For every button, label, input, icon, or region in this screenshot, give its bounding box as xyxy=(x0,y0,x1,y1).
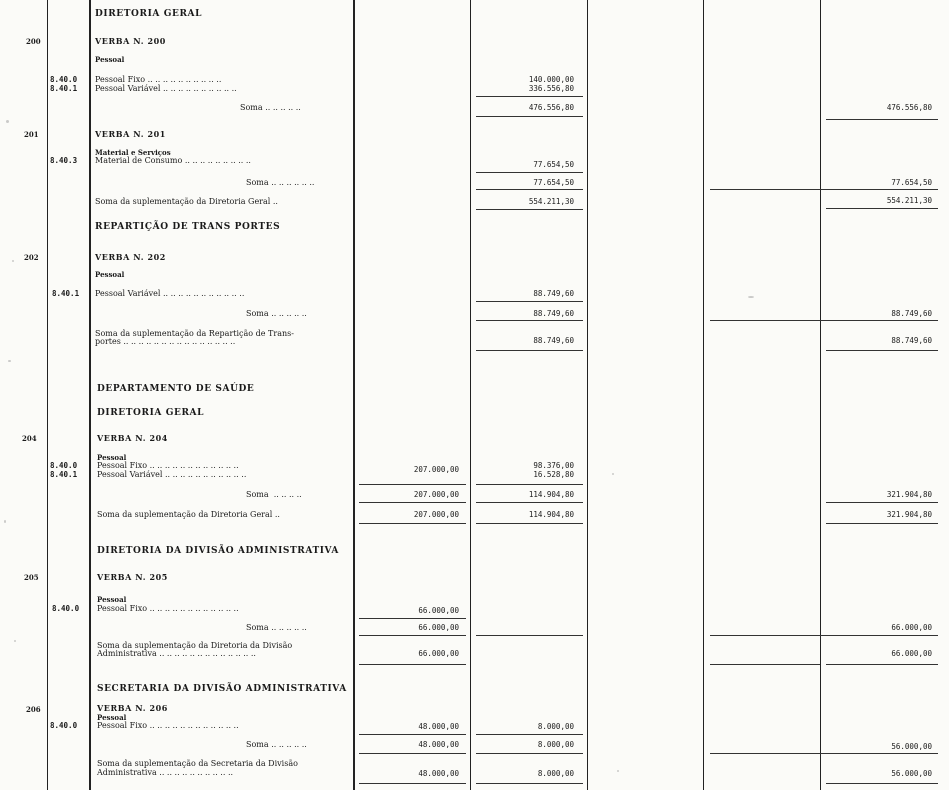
verba-subtitle: Pessoal xyxy=(97,713,127,722)
line-code: 8.40.1 xyxy=(52,289,80,298)
column-rule xyxy=(587,0,588,790)
amount-cell: 66.000,00 xyxy=(418,623,459,632)
section-heading: REPARTIÇÃO DE TRANS PORTES xyxy=(95,222,281,232)
line-code: 8.40.0 xyxy=(50,75,78,84)
total-rule xyxy=(359,734,466,735)
verba-title: VERBA N. 202 xyxy=(95,252,166,262)
line-label: Pessoal Variável .. .. .. .. .. .. .. .. .. .. .. xyxy=(95,289,245,298)
total-rule xyxy=(476,783,583,784)
total-cell: 321.904,80 xyxy=(886,510,932,519)
supl-label: Administrativa .. .. .. .. .. .. .. .. .. .. .. .. .. xyxy=(97,649,256,658)
total-cell: 56.000,00 xyxy=(891,769,932,778)
amount-cell: 8.000,00 xyxy=(537,740,574,749)
amount-cell: 77.654,50 xyxy=(533,160,574,169)
soma-label: Soma .. .. .. .. xyxy=(246,490,302,499)
total-rule xyxy=(476,209,583,210)
line-code: 8.40.1 xyxy=(50,84,78,93)
column-rule xyxy=(89,0,91,790)
verba-title: VERBA N. 204 xyxy=(97,433,168,443)
soma-label: Soma .. .. .. .. .. xyxy=(246,740,307,749)
total-cell: 88.749,60 xyxy=(891,309,932,318)
total-cell: 66.000,00 xyxy=(891,649,932,658)
total-rule xyxy=(826,350,938,351)
supl-label: portes .. .. .. .. .. .. .. .. .. .. .. .. .. .. .. xyxy=(95,337,236,346)
total-rule xyxy=(826,783,938,784)
scan-speck xyxy=(748,296,754,298)
total-rule xyxy=(476,635,583,636)
total-rule xyxy=(359,664,466,665)
amount-cell: 207.000,00 xyxy=(413,510,459,519)
column-rule xyxy=(47,0,48,790)
total-rule xyxy=(710,320,938,321)
total-rule xyxy=(826,119,938,120)
column-rule xyxy=(820,0,821,790)
amount-cell: 48.000,00 xyxy=(418,740,459,749)
amount-cell: 16.528,80 xyxy=(533,470,574,479)
total-rule xyxy=(359,484,466,485)
total-rule xyxy=(476,502,583,503)
amount-cell: 48.000,00 xyxy=(418,769,459,778)
column-rule xyxy=(470,0,471,790)
amount-cell: 114.904,80 xyxy=(528,490,574,499)
amount-cell: 77.654,50 xyxy=(533,178,574,187)
amount-cell: 336.556,80 xyxy=(528,84,574,93)
amount-cell: 8.000,00 xyxy=(537,769,574,778)
line-label: Material de Consumo .. .. .. .. .. .. .. .. .. xyxy=(95,156,251,165)
line-code: 8.40.0 xyxy=(52,604,80,613)
amount-cell: 8.000,00 xyxy=(537,722,574,731)
amount-cell: 88.749,60 xyxy=(533,336,574,345)
amount-cell: 114.904,80 xyxy=(528,510,574,519)
section-subheading: DIRETORIA GERAL xyxy=(97,408,205,418)
total-cell: 66.000,00 xyxy=(891,623,932,632)
total-rule xyxy=(359,753,466,754)
total-rule xyxy=(476,484,583,485)
line-code: 8.40.0 xyxy=(50,721,78,730)
total-cell: 554.211,30 xyxy=(886,196,932,205)
verba-code: 202 xyxy=(24,253,39,262)
section-heading: DIRETORIA DA DIVISÃO ADMINISTRATIVA xyxy=(97,546,340,556)
total-rule xyxy=(710,753,938,754)
verba-subtitle: Pessoal xyxy=(97,453,127,462)
soma-label: Soma .. .. .. .. .. xyxy=(246,623,307,632)
total-rule xyxy=(476,189,583,190)
verba-title: VERBA N. 206 xyxy=(97,703,168,713)
scan-speck xyxy=(14,640,16,642)
total-rule xyxy=(826,664,938,665)
supl-label: Soma da suplementação da Secretaria da Divisão xyxy=(97,759,298,768)
supl-label: Soma da suplementação da Repartição de Trans- xyxy=(95,329,294,338)
amount-cell: 66.000,00 xyxy=(418,606,459,615)
soma-label: Soma .. .. .. .. .. xyxy=(240,103,301,112)
total-rule xyxy=(476,753,583,754)
scan-speck xyxy=(8,360,11,362)
line-label: Pessoal Variável .. .. .. .. .. .. .. .. .. .. xyxy=(95,84,237,93)
verba-title: VERBA N. 201 xyxy=(95,129,166,139)
verba-code: 205 xyxy=(24,573,39,582)
total-rule xyxy=(826,208,938,209)
verba-code: 201 xyxy=(24,130,39,139)
scan-speck xyxy=(612,473,614,475)
total-rule xyxy=(359,523,466,524)
total-rule xyxy=(476,350,583,351)
line-code: 8.40.3 xyxy=(50,156,78,165)
total-rule xyxy=(359,635,466,636)
verba-subtitle: Pessoal xyxy=(97,595,127,604)
line-code: 8.40.1 xyxy=(50,470,78,479)
total-rule xyxy=(476,320,583,321)
total-rule xyxy=(710,635,938,636)
total-rule xyxy=(710,664,820,665)
line-label: Pessoal Variável .. .. .. .. .. .. .. .. .. .. .. xyxy=(97,470,247,479)
line-label: Pessoal Fixo .. .. .. .. .. .. .. .. .. .. .. .. xyxy=(97,721,239,730)
line-label: Pessoal Fixo .. .. .. .. .. .. .. .. .. .. .. .. xyxy=(97,604,239,613)
scan-speck xyxy=(12,260,14,262)
total-rule xyxy=(476,116,583,117)
scan-speck xyxy=(4,520,6,523)
total-rule xyxy=(359,502,466,503)
total-rule xyxy=(476,96,583,97)
verba-code: 200 xyxy=(26,37,41,46)
amount-cell: 48.000,00 xyxy=(418,722,459,731)
line-label: Pessoal Fixo .. .. .. .. .. .. .. .. .. .. xyxy=(95,75,222,84)
line-code: 8.40.0 xyxy=(50,461,78,470)
scan-speck xyxy=(6,120,9,123)
amount-cell: 207.000,00 xyxy=(413,465,459,474)
section-heading: DEPARTAMENTO DE SAÚDE xyxy=(97,384,255,394)
amount-cell: 207.000,00 xyxy=(413,490,459,499)
verba-title: VERBA N. 205 xyxy=(97,572,168,582)
amount-cell: 88.749,60 xyxy=(533,309,574,318)
total-rule xyxy=(826,523,938,524)
amount-cell: 88.749,60 xyxy=(533,289,574,298)
section-heading: SECRETARIA DA DIVISÃO ADMINISTRATIVA xyxy=(97,684,347,694)
supl-label: Soma da suplementação da Diretoria Geral .. xyxy=(97,510,280,519)
supl-label: Soma da suplementação da Diretoria Geral .. xyxy=(95,197,278,206)
column-rule xyxy=(703,0,704,790)
amount-cell: 476.556,80 xyxy=(528,103,574,112)
total-rule xyxy=(359,783,466,784)
amount-cell: 66.000,00 xyxy=(418,649,459,658)
amount-cell: 554.211,30 xyxy=(528,197,574,206)
total-rule xyxy=(476,523,583,524)
verba-code: 206 xyxy=(26,705,41,714)
total-cell: 77.654,50 xyxy=(891,178,932,187)
supl-label: Administrativa .. .. .. .. .. .. .. .. .. .. xyxy=(97,768,234,777)
amount-cell: 98.376,00 xyxy=(533,461,574,470)
total-cell: 56.000,00 xyxy=(891,742,932,751)
soma-label: Soma .. .. .. .. .. .. xyxy=(246,178,315,187)
column-rule xyxy=(353,0,355,790)
total-cell: 476.556,80 xyxy=(886,103,932,112)
total-cell: 88.749,60 xyxy=(891,336,932,345)
soma-label: Soma .. .. .. .. .. xyxy=(246,309,307,318)
scan-speck xyxy=(617,770,619,772)
total-rule xyxy=(826,502,938,503)
supl-label: Soma da suplementação da Diretoria da Divisão xyxy=(97,641,293,650)
total-rule xyxy=(476,301,583,302)
section-heading: DIRETORIA GERAL xyxy=(95,9,203,19)
verba-title: VERBA N. 200 xyxy=(95,36,166,46)
amount-cell: 140.000,00 xyxy=(528,75,574,84)
verba-code: 204 xyxy=(22,434,37,443)
line-label: Pessoal Fixo .. .. .. .. .. .. .. .. .. .. .. .. xyxy=(97,461,239,470)
verba-subtitle: Pessoal xyxy=(95,270,125,279)
total-cell: 321.904,80 xyxy=(886,490,932,499)
verba-subtitle: Pessoal xyxy=(95,55,125,64)
total-rule xyxy=(476,734,583,735)
total-rule xyxy=(359,618,466,619)
total-rule xyxy=(710,189,938,190)
verba-subtitle: Material e Serviços xyxy=(95,148,171,157)
total-rule xyxy=(476,172,583,173)
